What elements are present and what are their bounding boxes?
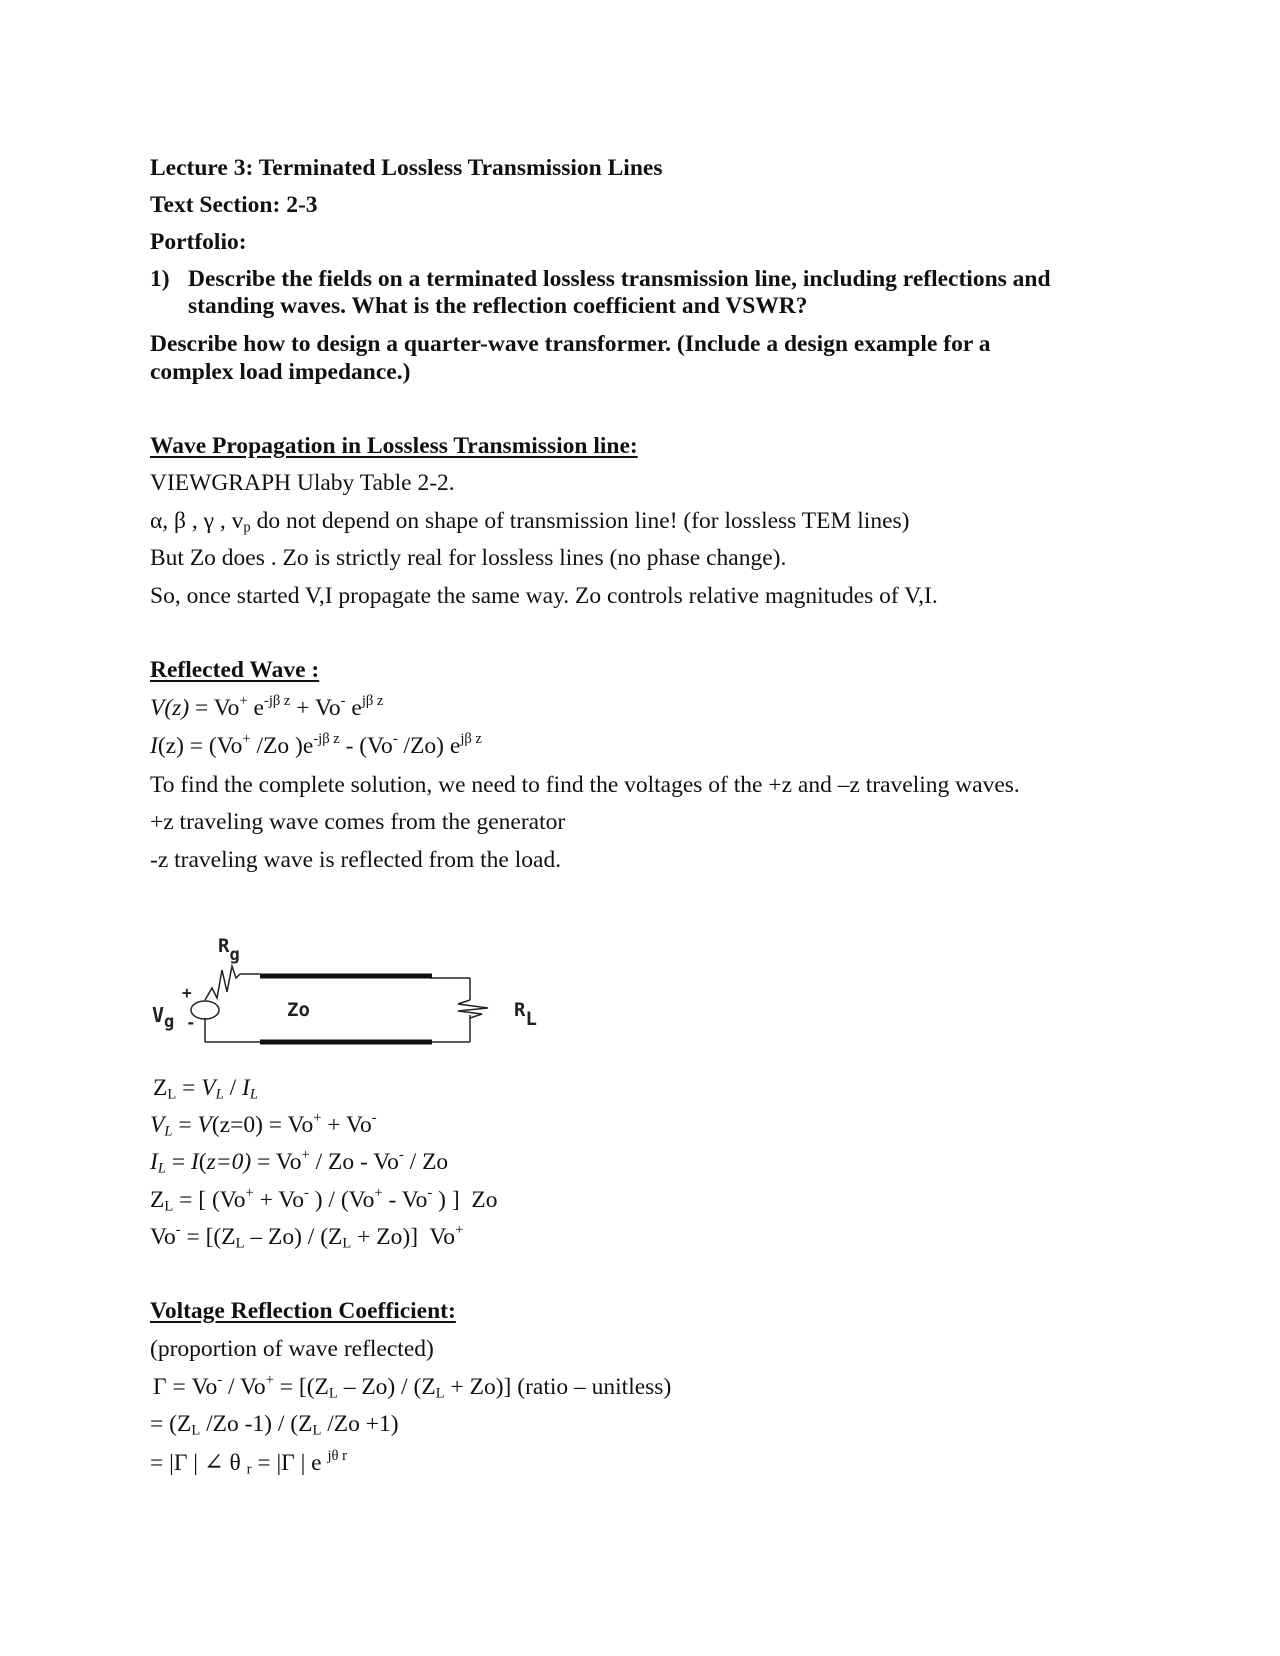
reflected-wave-heading: Reflected Wave : [150, 657, 320, 683]
portfolio-item-line2: standing waves. What is the reflection coefficient and VSWR? [188, 293, 808, 319]
zl-ratio-equation: $Z_L$ = [ (Vo+ + Vo- ) / (Vo+ - Vo- ) ] Zo [150, 1184, 498, 1215]
rg-resistor-icon [205, 966, 240, 1000]
design-note-line2: complex load impedance.) [150, 359, 411, 385]
portfolio-label: Portfolio: [150, 229, 247, 255]
generator-text: +z traveling wave comes from the generator [150, 809, 566, 835]
source-plus-sign: + [182, 983, 192, 1002]
zo-diagram-label: Zo [287, 999, 310, 1021]
rl-label: RL [514, 999, 537, 1030]
zl-definition: $Z_L = V_L / I_L$ [153, 1075, 258, 1103]
gamma-equation: $\Gamma = Vo^- / Vo^+ = [(Z_L - Zo) / (Z_L + Zo)]$ (ratio – unitless) [153, 1371, 672, 1402]
reflection-coefficient-heading: Voltage Reflection Coefficient: [150, 1298, 456, 1324]
proportion-text: (proportion of wave reflected) [150, 1336, 434, 1362]
params-line: α, β , γ , $v_p$ do not depend on shape of transmission line! (for lossless TEM lines) [150, 508, 910, 536]
rl-resistor-icon [458, 1000, 488, 1018]
portfolio-item-line1: Describe the fields on a terminated lossless transmission line, including reflections and [188, 266, 1051, 292]
vg-label: $V_g$ [152, 1003, 175, 1032]
zo-line: But Zo does . Zo is strictly real for lossless lines (no phase change). [150, 545, 787, 571]
voltage-equation: V(z) = Vo+ $e^{-j\beta z} + Vo^-$ $e^{j\beta z}$ [150, 692, 384, 721]
viewgraph-line: VIEWGRAPH Ulaby Table 2-2. [150, 470, 455, 496]
gamma-normalized-equation: = ($Z_L$ /Zo $-1) / (Z_L$ /Zo +1) [150, 1411, 399, 1439]
vo-minus-equation: $Vo^- = [(Z_L - Zo) / (Z_L + Zo)]$ Vo+ [150, 1221, 464, 1252]
complete-solution-text: To find the complete solution, we need to find the voltages of the +z and –z traveling waves. [150, 772, 1020, 798]
vl-equation: $V_L = V(z=0) = Vo^+ + Vo^-$ [150, 1109, 377, 1140]
current-equation: I(z) = (Vo+ /Zo )$e^{-j\beta z} - (Vo^-$ /Zo) $e^{j\beta z}$ [150, 730, 482, 759]
rg-label: Rg [218, 935, 240, 965]
lecture-title: Lecture 3: Terminated Lossless Transmission Lines [150, 155, 663, 181]
gamma-polar-equation: = |Γ | ∠ θ $_r$ = |Γ | e $^{j\theta r}$ [150, 1447, 348, 1478]
started-line: So, once started V,I propagate the same way. Zo controls relative magnitudes of V,I. [150, 583, 938, 609]
design-note-line1: Describe how to design a quarter-wave transformer. (Include a design example for a [150, 331, 991, 357]
wave-propagation-heading: Wave Propagation in Lossless Transmission line: [150, 433, 638, 459]
source-minus-sign: - [186, 1013, 196, 1032]
transmission-line-circuit-diagram [150, 930, 570, 1065]
il-equation: $I_L = I(z=0) = Vo^+ / Zo - Vo^- / Zo$ [150, 1146, 449, 1177]
load-text: -z traveling wave is reflected from the load. [150, 847, 562, 873]
text-section: Text Section: 2-3 [150, 192, 318, 218]
portfolio-item-number: 1) [150, 266, 170, 292]
